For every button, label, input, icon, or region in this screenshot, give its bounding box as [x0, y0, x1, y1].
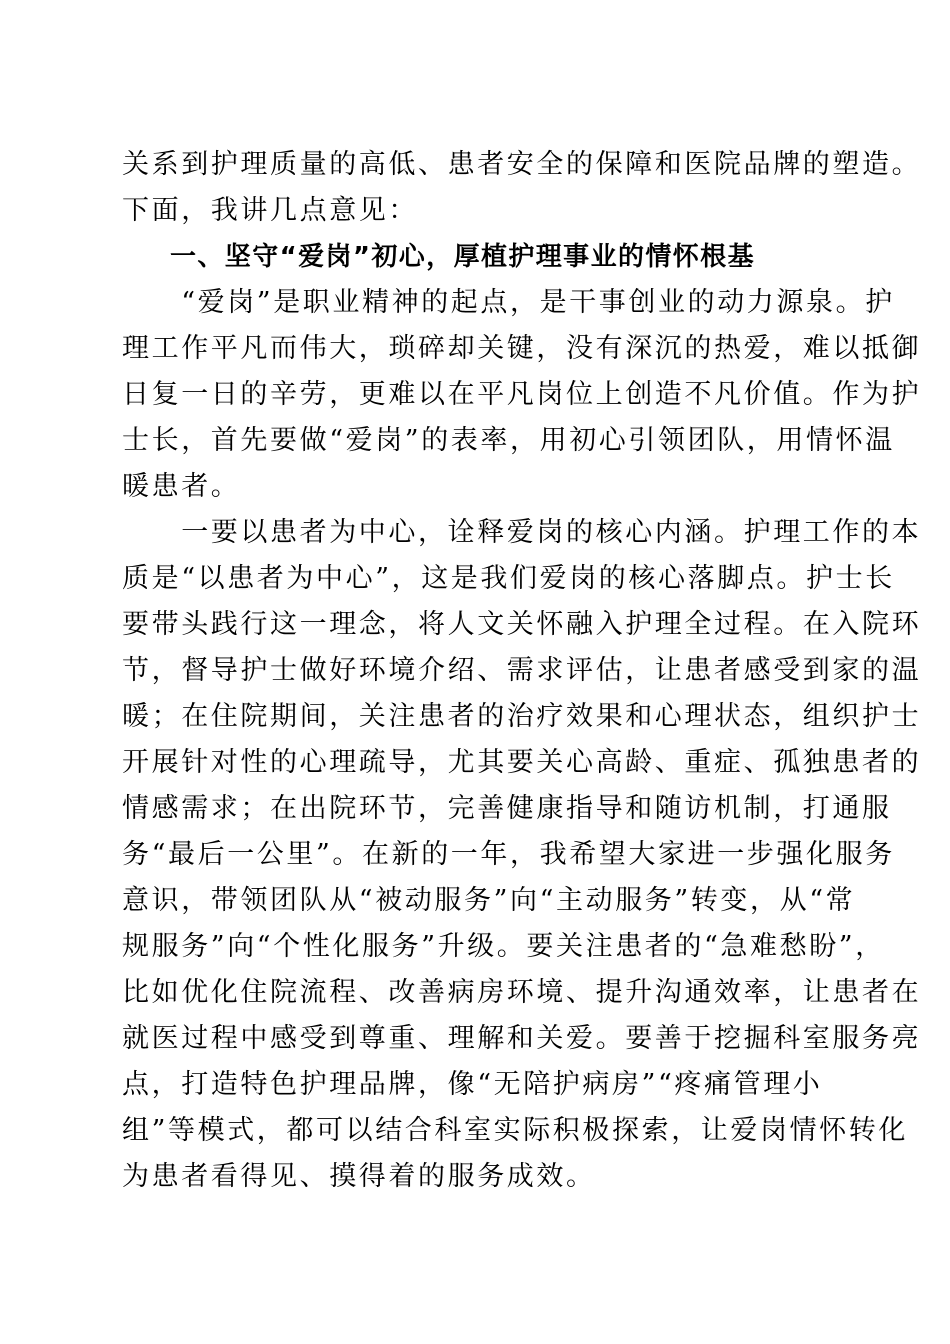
- para2-line-14: 组”等模式，都可以结合科室实际积极探索，让爱岗情怀转化: [122, 1115, 909, 1146]
- para2-line-2: 质是“以患者为中心”，这是我们爱岗的核心落脚点。护士长: [122, 563, 895, 594]
- section-heading: 一、坚守“爱岗”初心，厚植护理事业的情怀根基: [170, 242, 755, 272]
- para2-line-3: 要带头践行这一理念，将人文关怀融入护理全过程。在入院环: [122, 609, 922, 640]
- intro-line-1: 关系到护理质量的高低、患者安全的保障和医院品牌的塑造。: [122, 149, 922, 180]
- intro-line-2: 下面，我讲几点意见：: [122, 195, 418, 226]
- para1-line-3: 日复一日的辛劳，更难以在平凡岗位上创造不凡价值。作为护: [122, 379, 922, 410]
- para1-line-5: 暖患者。: [122, 471, 241, 502]
- para2-line-8: 务“最后一公里”。在新的一年，我希望大家进一步强化服务: [122, 839, 895, 870]
- para2-line-12: 就医过程中感受到尊重、理解和关爱。要善于挖掘科室服务亮: [122, 1023, 922, 1054]
- para2-line-9: 意识，带领团队从“被动服务”向“主动服务”转变，从“常: [122, 885, 856, 916]
- para2-line-1: 一要以患者为中心，诠释爱岗的核心内涵。护理工作的本: [122, 517, 922, 548]
- para2-line-13: 点，打造特色护理品牌，像“无陪护病房”“疼痛管理小: [122, 1069, 823, 1100]
- para2-line-4: 节，督导护士做好环境介绍、需求评估，让患者感受到家的温: [122, 655, 922, 686]
- para2-line-7: 情感需求；在出院环节，完善健康指导和随访机制，打通服: [122, 793, 892, 824]
- para2-line-5: 暖；在住院期间，关注患者的治疗效果和心理状态，组织护士: [122, 701, 922, 732]
- para2-line-11: 比如优化住院流程、改善病房环境、提升沟通效率，让患者在: [122, 977, 922, 1008]
- para2-line-10: 规服务”向“个性化服务”升级。要关注患者的“急难愁盼”，: [122, 931, 885, 962]
- para2-line-15: 为患者看得见、摸得着的服务成效。: [122, 1161, 596, 1192]
- para1-line-4: 士长，首先要做“爱岗”的表率，用初心引领团队，用情怀温: [122, 425, 895, 456]
- para2-line-6: 开展针对性的心理疏导，尤其要关心高龄、重症、孤独患者的: [122, 747, 922, 778]
- para1-line-2: 理工作平凡而伟大，琐碎却关键，没有深沉的热爱，难以抵御: [122, 333, 922, 364]
- para1-line-1: “爱岗”是职业精神的起点，是干事创业的动力源泉。护: [122, 287, 895, 318]
